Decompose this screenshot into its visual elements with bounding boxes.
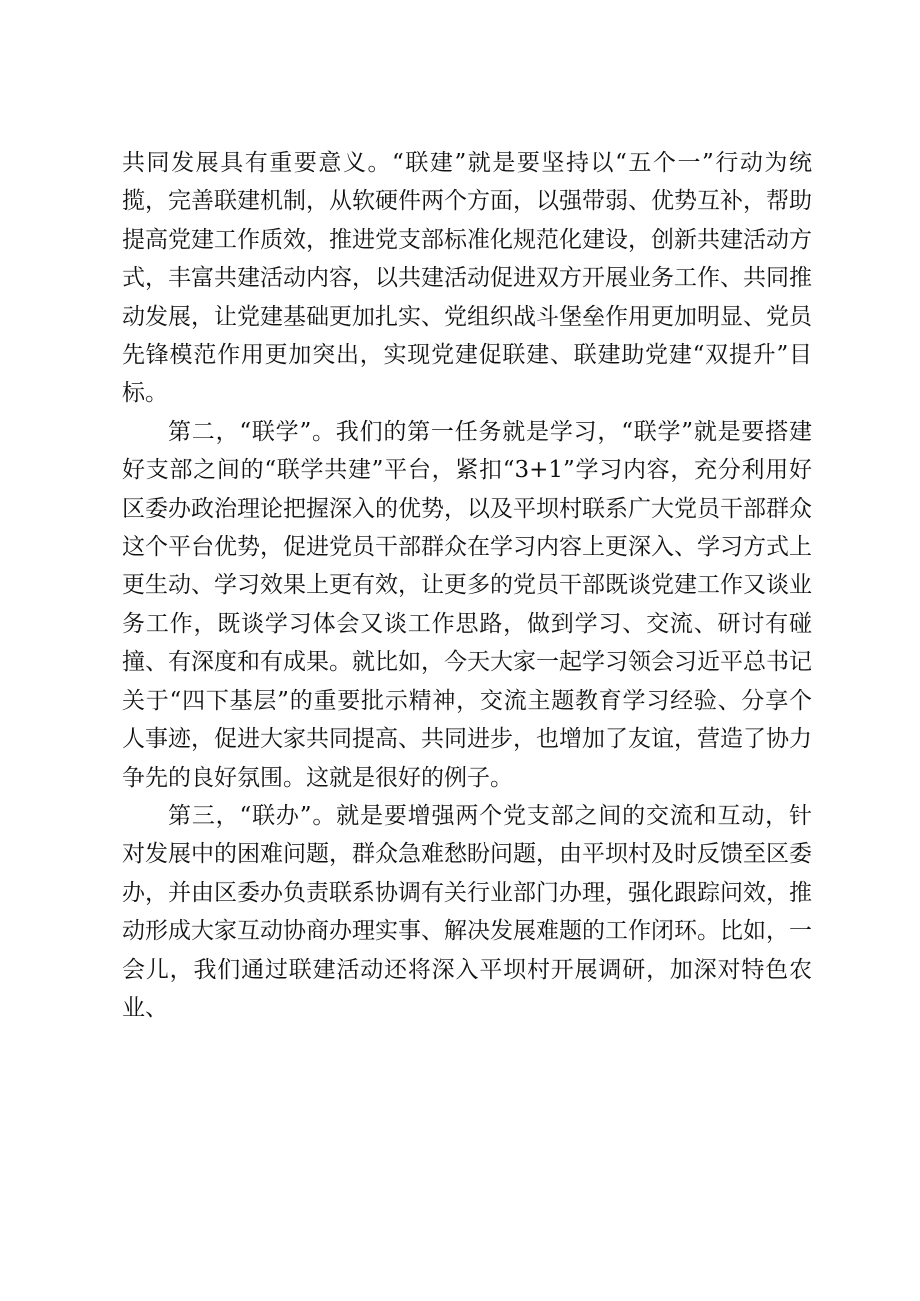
- paragraph-lianjian-continued: 共同发展具有重要意义。“联建”就是要坚持以“五个一”行动为统揽，完善联建机制，从软硬件两个方面，以强带弱、优势互补，帮助提高党建工作质效，推进党支部标准化规范化建设，创新共建活动方式，丰富共建活动内容，以共建活动促进双方开展业务工作、共同推动发展，让党建基础更加扎实、党组织战斗堡垒作用更加明显、党员先锋模范作用更加突出，实现党建促联建、联建助党建“双提升”目标。: [122, 150, 812, 407]
- document-body: [122, 144, 812, 1027]
- paragraph-lianxue: 第二，“联学”。我们的第一任务就是学习，“联学”就是要搭建好支部之间的“联学共建”平台，紧扣“3+1”学习内容，充分利用好区委办政治理论把握深入的优势，以及平坝村联系广大党员干部群众这个平台优势，促进党员干部群众在学习内容上更深入、学习方式上更生动、学习效果上更有效，让更多的党员干部既谈党建工作又谈业务工作，既谈学习体会又谈工作思路，做到学习、交流、研讨有碰撞、有深度和有成果。就比如，今天大家一起学习领会习近平总书记关于“四下基层”的重要批示精神，交流主题教育学习经验、分享个人事迹，促进大家共同提高、共同进步，也增加了友谊，营造了协力争先的良好氛围。这就是很好的例子。: [122, 418, 812, 791]
- paragraph-lianban: 第三，“联办”。就是要增强两个党支部之间的交流和互动，针对发展中的困难问题，群众急难愁盼问题，由平坝村及时反馈至区委办，并由区委办负责联系协调有关行业部门办理，强化跟踪问效，推动形成大家互动协商办理实事、解决发展难题的工作闭环。比如，一会儿，我们通过联建活动还将深入平坝村开展调研，加深对特色农业、: [122, 802, 812, 1021]
